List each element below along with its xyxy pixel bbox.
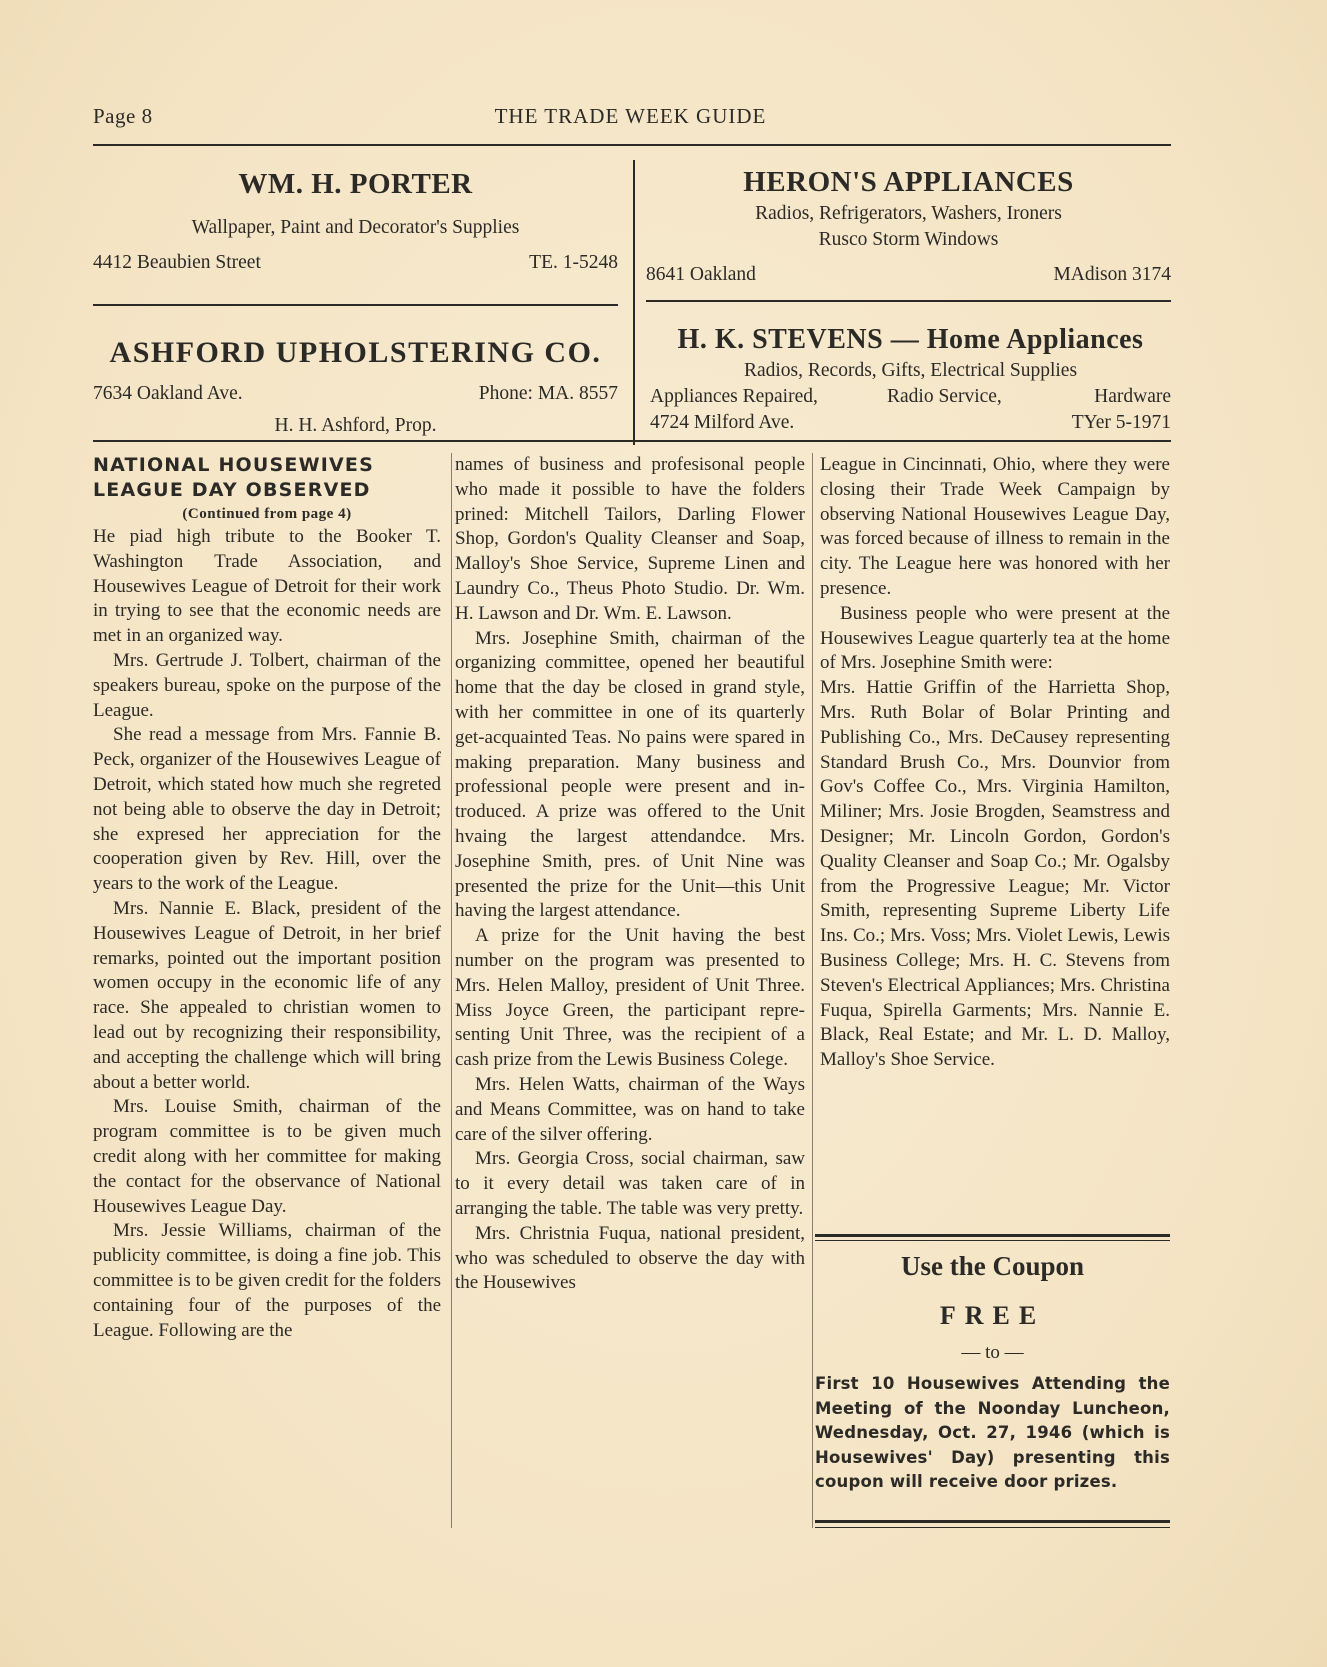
ad-stevens-services [650, 384, 1171, 410]
ad-herons-name: HERON'S APPLIANCES [743, 166, 1074, 198]
ad-porter [93, 165, 618, 276]
article-headline-line1: NATIONAL HOUSEWIVES [93, 454, 374, 476]
coupon-to: — to — [961, 1342, 1024, 1363]
col3-paragraph: Business people who were present at the Housewives League quarterly tea at the home of Mrs. Josephine Smith were: [820, 602, 1170, 674]
coupon-top-rule-thin [815, 1240, 1170, 1241]
article-headline-line2: LEAGUE DAY OBSERVED [93, 479, 371, 501]
coupon-box [815, 1248, 1170, 1495]
article-column-3 [820, 453, 1170, 1073]
col2-paragraph: Mrs. Christnia Fuqua, national president, who was scheduled to observe the day with the Housewives [455, 1222, 805, 1294]
ad-porter-phone: TE. 1-5248 [529, 252, 618, 273]
ad-stevens [650, 322, 1171, 436]
col1-paragraph: Mrs. Louise Smith, chairman of the program committee is to be given much credit along with her committee for making the contact for the observance of National Housewives League Day. [93, 1096, 441, 1217]
ad-herons-address: 8641 Oakland [646, 264, 756, 285]
ad-ashford-contact [93, 381, 618, 407]
col1-paragraph: Mrs. Gertrude J. Tolbert, chairman of the speakers bureau, spoke on the purpose of the League. [93, 649, 441, 721]
ad-ashford-name: ASHFORD UPHOLSTERING CO. [109, 336, 602, 369]
ad-ashford-prop: H. H. Ashford, Prop. [274, 415, 437, 436]
coupon-title: Use the Coupon [900, 1251, 1085, 1281]
ad-stevens-repaired: Appliances Repaired, [650, 386, 818, 407]
col2-paragraph: A prize for the Unit having the best number on the program was presented to Mrs. Helen Malloy, president of Unit Three. Miss Joyce Green, the participant representing Unit Three, was the recipient of a cash prize from the Lewis Business Colege. [455, 925, 805, 1071]
coupon-free: FREE [939, 1301, 1046, 1330]
column-divider-2 [812, 453, 813, 1528]
ad-porter-address: 4412 Beaubien Street [93, 252, 261, 273]
ad-stevens-radio-service: Radio Service, [887, 386, 1002, 407]
ad-herons-contact [646, 262, 1171, 288]
ad-porter-contact [93, 250, 618, 276]
ads-bottom-rule [93, 440, 1171, 442]
ad-stevens-address: 4724 Milford Ave. [650, 412, 795, 433]
col3-paragraph: Mrs. Hattie Griffin of the Harrietta Shop, Mrs. Ruth Bolar of Bolar Printing and Publishing Co., Mrs. DeCausey representing Standard Brush Co., Mrs. Dounvior from Gov's Coffee Co., Mrs. Virginia Hamilton, Miliner; Mrs. Josie Brogden, Seamstress and Designer; Mr. Lincoln Gordon, Gordon's Quality Cleanser and Soap Co.; Mr. Ogalsby from the Progressive League; Mr. Victor Smith, representing Supreme Liberty Life Ins. Co.; Mrs. Voss; Mrs. Violet Lewis, Lewis Business College; Mrs. H. C. Stevens from Steven's Electrical Appliances; Mrs. Christina Fuqua, Spirella Garments; Mrs. Nannie E. Black, Real Estate; and Mr. L. D. Malloy, Malloy's Shoe Service. [820, 677, 1170, 1071]
ad-stevens-contact [650, 410, 1171, 436]
coupon-top-rule [815, 1234, 1170, 1237]
ad-stevens-line1: Radios, Records, Gifts, Electrical Supplies [743, 360, 1078, 381]
coupon-body: First 10 Housewives Attending the Meeting of the Noonday Luncheon, Wednesday, Oct. 27, 1946 (which is Housewives' Day) presenting this coupon will receive door prizes. [815, 1374, 1170, 1491]
column-divider-1 [451, 453, 452, 1528]
article-column-1 [93, 453, 441, 1343]
ad-ashford-address: 7634 Oakland Ave. [93, 383, 243, 404]
ad-stevens-hardware: Hardware [1094, 386, 1171, 407]
col1-paragraph: Mrs. Nannie E. Black, president of the Housewives League of Detroit, in her brief remarks, pointed out the important position women occupy in the economic life of any race. She appealed to christian women to lead out by recognizing their responsibility, and accepting the challenge which will bring about a better world. [93, 897, 441, 1093]
ad-porter-name: WM. H. PORTER [238, 168, 473, 200]
ad-porter-tagline: Wallpaper, Paint and Decorator's Supplies [191, 217, 520, 238]
col2-paragraph: names of business and profesisonal people who made it possible to have the folders prined: Mitchell Tailors, Darling Flower Shop, Gordon's Quality Cleanser and Soap, Malloy's Shoe Service, Supreme Linen and Laundry Co., Theus Photo Studio. Dr. Wm. H. Lawson and Dr. Wm. E. Lawson. [455, 454, 805, 624]
col2-paragraph: Mrs. Josephine Smith, chairman of the organizing committee, opened her beautiful home that the day be closed in grand style, with her committee in one of its quarterly get-acquainted Teas. No pains were spared in making preparation. Many business and professional people were present and introduced. A prize was offered to the Unit hvaing the largest attendandce. Mrs. Josephine Smith, pres. of Unit Nine was presented the prize for the Unit—this Unit having the largest attendance. [455, 627, 805, 922]
ad-ashford-phone: Phone: MA. 8557 [478, 383, 618, 404]
ad-stevens-phone: TYer 5-1971 [1071, 412, 1171, 433]
ad-ashford [93, 333, 618, 439]
publication-title: THE TRADE WEEK GUIDE [494, 104, 767, 128]
col3-paragraph: League in Cincinnati, Ohio, where they were closing their Trade Week Campaign by observing National Housewives League Day, was forced because of illness to remain in the city. The League here was honored with her presence. [820, 454, 1170, 599]
continued-note: (Continued from page 4) [182, 506, 352, 522]
ad-herons-line2: Rusco Storm Windows [818, 229, 999, 250]
header-rule [93, 144, 1171, 146]
ad-herons-phone: MAdison 3174 [1053, 264, 1171, 285]
article-column-2 [455, 453, 805, 1296]
coupon-bottom-rule-thin [815, 1527, 1170, 1528]
ad-stevens-name: H. K. STEVENS — Home Appliances [677, 324, 1144, 355]
page-header [93, 104, 1168, 134]
ad-porter-bottom-rule [93, 304, 618, 306]
col2-paragraph: Mrs. Helen Watts, chairman of the Ways and Means Committee, was on hand to take care of the silver offering. [455, 1073, 805, 1145]
col1-paragraph: He piad high tribute to the Booker T. Washington Trade Association, and Housewives League of Detroit for their work in trying to see that the economic needs are met in an organized way. [93, 526, 441, 647]
col2-paragraph: Mrs. Georgia Cross, social chairman, saw to it every detail was taken care of in arranging the table. The table was very pretty. [455, 1148, 805, 1219]
ad-herons-bottom-rule [646, 300, 1171, 302]
ads-column-divider [633, 160, 635, 445]
col1-paragraph: She read a message from Mrs. Fannie B. Peck, organizer of the Housewives League of Detroit, which stated how much she regreted not being able to observe the day in Detroit; she expresed her appreciation for the cooperation given by Rev. Hill, over the years to the work of the League. [93, 724, 441, 895]
ad-herons-line1: Radios, Refrigerators, Washers, Ironers [755, 203, 1062, 224]
page-number: Page 8 [93, 104, 153, 128]
col1-paragraph: Mrs. Jessie Williams, chairman of the publicity committee, is doing a fine job. This committee is to be given credit for the folders containing four of the purposes of the League. Following are the [93, 1220, 441, 1341]
ad-herons [646, 163, 1171, 288]
coupon-bottom-rule [815, 1520, 1170, 1523]
